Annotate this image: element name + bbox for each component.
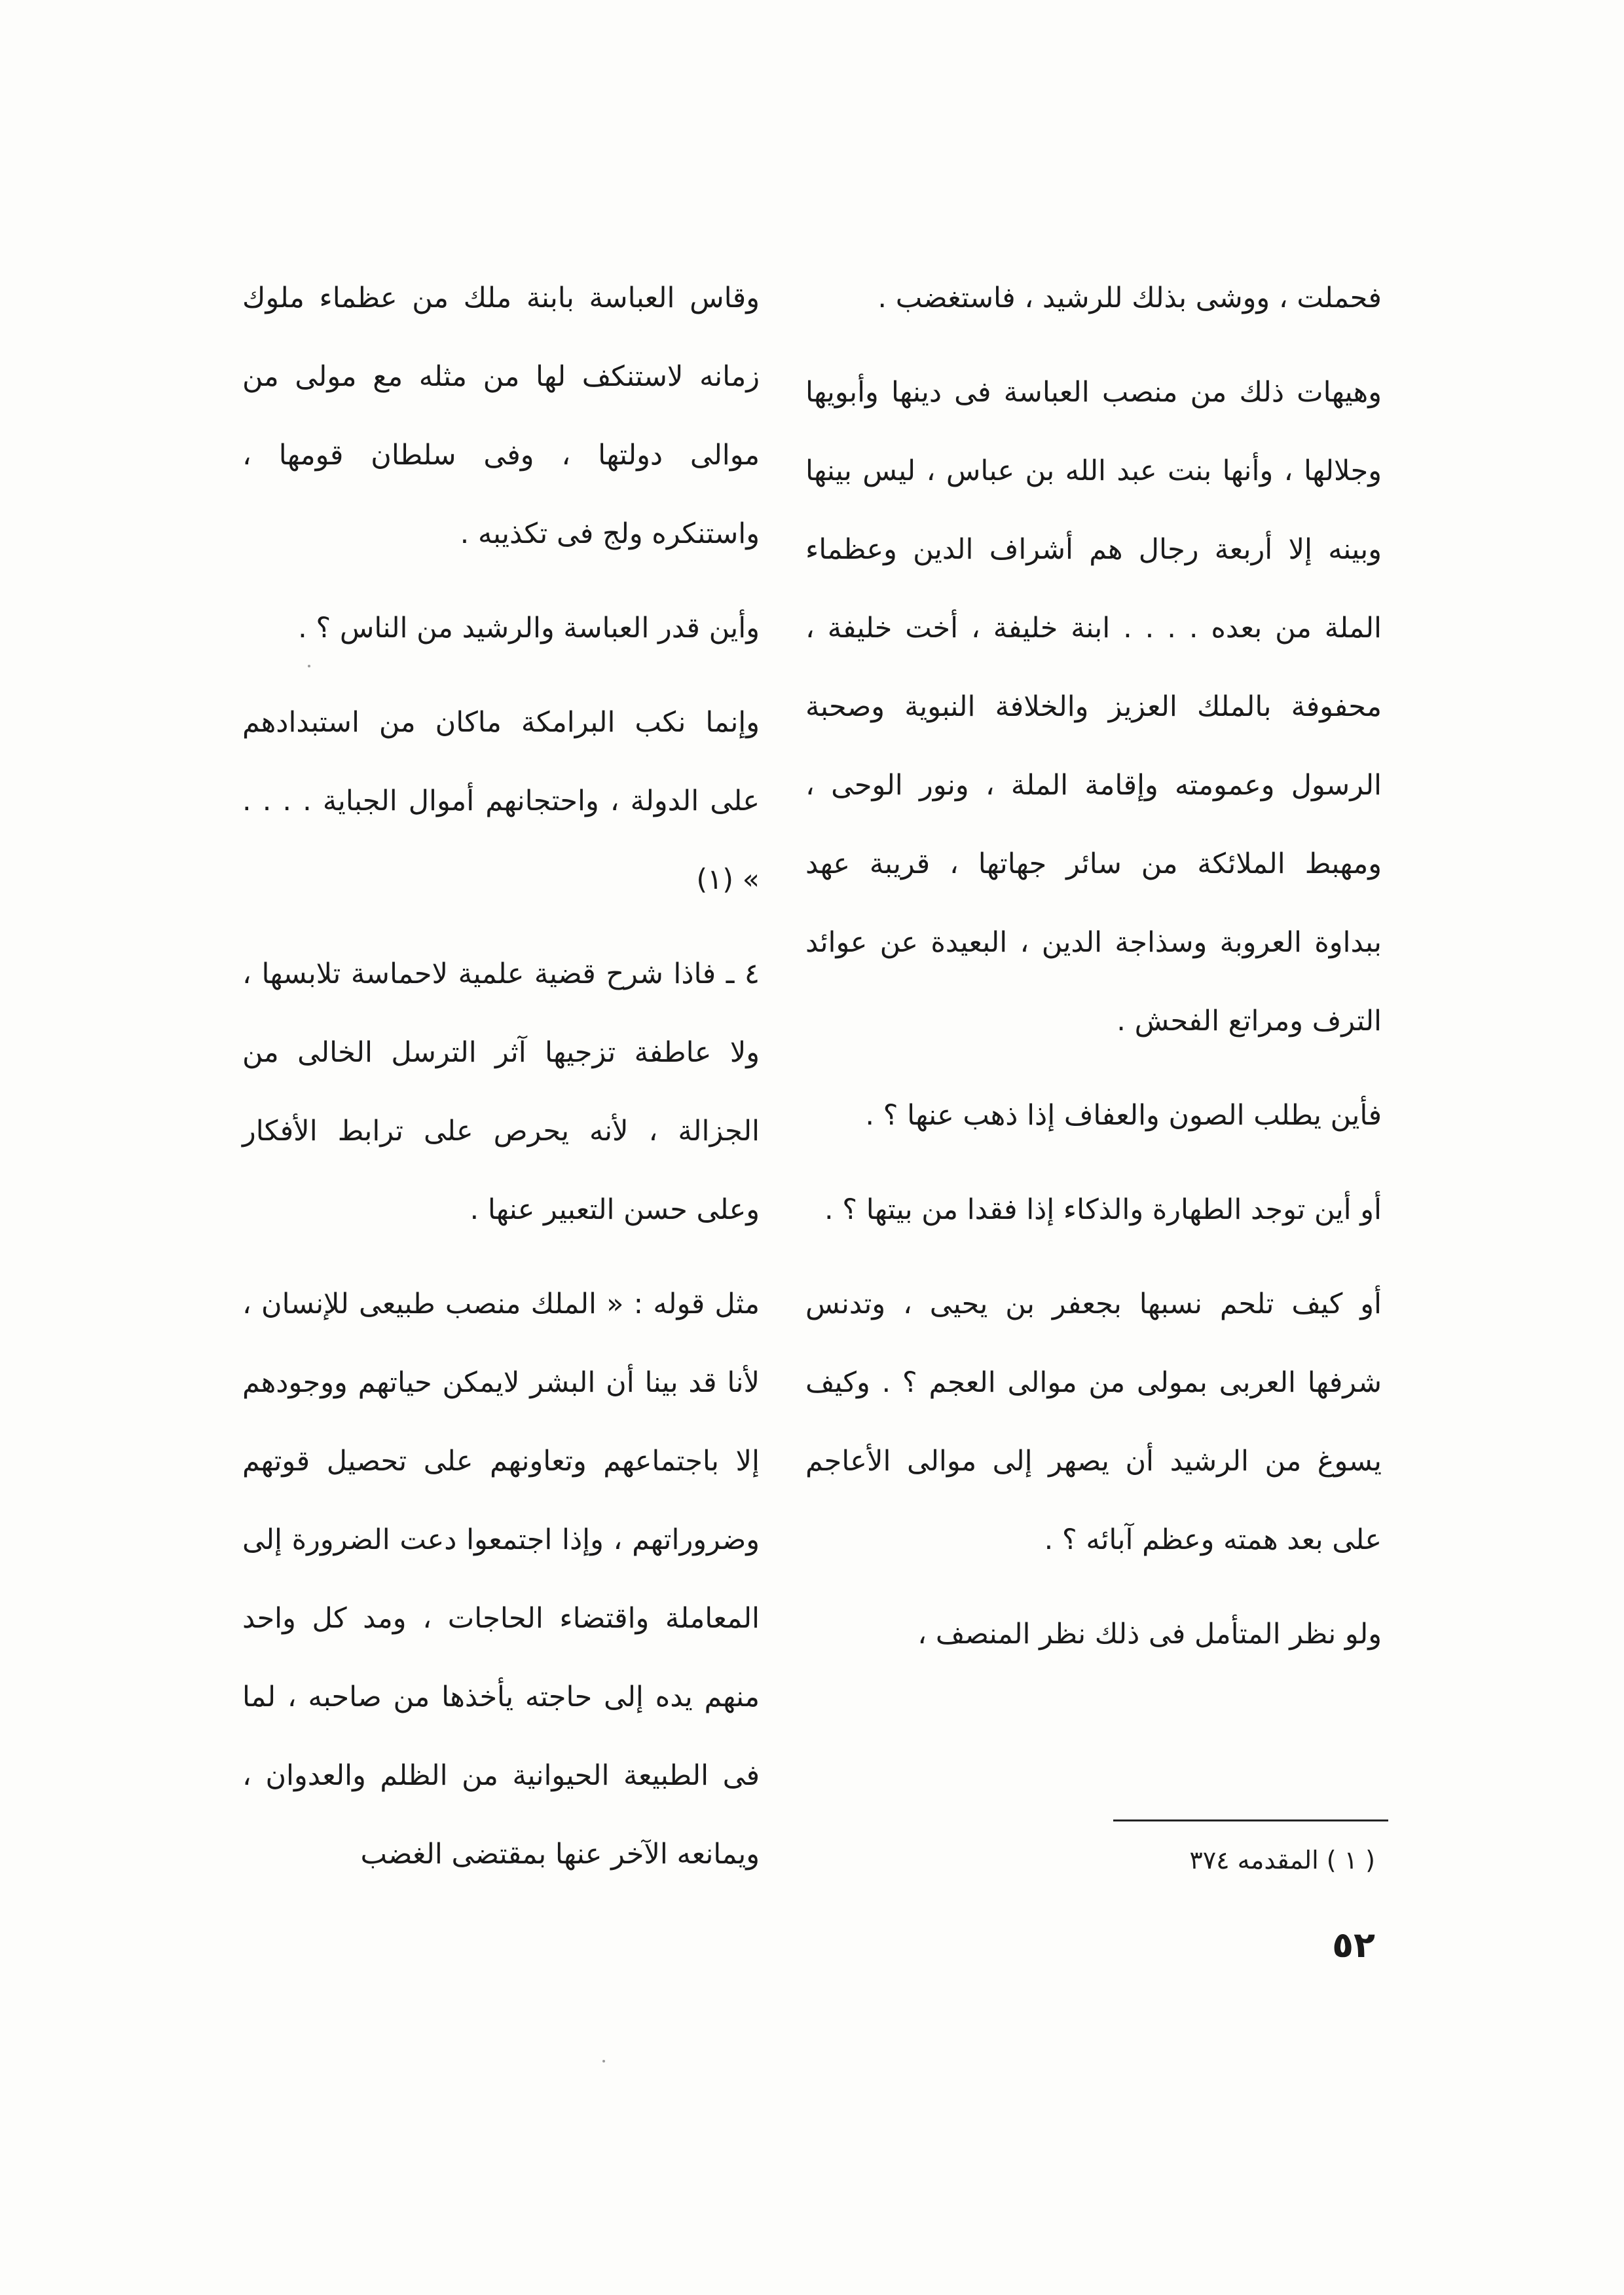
paragraph: أو كيف تلحم نسبها بجعفر بن يحيى ، وتدنس شرفها العربى بمولى من موالى العجم ؟ . وكيف يسوغ من الرشيد أن يصهر إلى موالى الأعاجم على بعد همته وعظم آبائه ؟ . (805, 1288, 1382, 1556)
footnote-divider (1113, 1819, 1388, 1821)
left-text-column (242, 259, 760, 1894)
paragraph: أو أين توجد الطهارة والذكاء إذا فقدا من بيتها ؟ . (824, 1193, 1382, 1226)
scan-speck (308, 665, 310, 667)
paragraph: فحملت ، ووشى بذلك للرشيد ، فاستغضب . (877, 282, 1382, 314)
paragraph: ولو نظر المتأمل فى ذلك نظر المنصف ، (917, 1618, 1382, 1651)
scan-speck (602, 2060, 605, 2062)
footnote: ( ١ ) المقدمه ٣٧٤ (1189, 1846, 1375, 1875)
paragraph: وقاس العباسة بابنة ملك من عظماء ملوك زمانه لاستنكف لها من مثله مع مولى من موالى دولتها ، وفى سلطان قومها ، واستنكره ولج فى تكذيبه . (242, 282, 760, 550)
paragraph: وإنما نكب البرامكة ماكان من استبدادهم على الدولة ، واحتجانهم أموال الجباية . . . . » (١) (242, 706, 760, 896)
paragraph: ٤ ـ فاذا شرح قضية علمية لاحماسة تلابسها ، ولا عاطفة تزجيها آثر الترسل الخالى من الجزالة ، لأنه يحرص على ترابط الأفكار وعلى حسن التعبير عنها . (242, 958, 760, 1226)
paragraph: وأين قدر العباسة والرشيد من الناس ؟ . (298, 612, 760, 644)
paragraph: فأين يطلب الصون والعفاف إذا ذهب عنها ؟ . (865, 1099, 1382, 1132)
paragraph: وهيهات ذلك من منصب العباسة فى دينها وأبويها وجلالها ، وأنها بنت عبد الله بن عباس ، ليس بينها وبينه إلا أربعة رجال هم أشراف الدين وعظماء الملة من بعده . . . . ابنة خليفة ، أخت خليفة ، محفوفة بالملك العزيز والخلافة النبوية وصحبة الرسول وعمومته وإقامة الملة ، ونور الوحى ، ومهبط الملائكة من سائر جهاتها ، قريبة عهد ببداوة العروبة وسذاجة الدين ، البعيدة عن عوائد الترف ومراتع الفحش . (805, 376, 1382, 1037)
right-text-column (805, 259, 1382, 1673)
page-number: ٥٢ (1332, 1924, 1375, 1966)
paragraph: مثل قوله : « الملك منصب طبيعى للإنسان ، لأنا قد بينا أن البشر لايمكن حياتهم ووجودهم إلا باجتماعهم وتعاونهم على تحصيل قوتهم وضروراتهم ، وإذا اجتمعوا دعت الضرورة إلى المعاملة واقتضاء الحاجات ، ومد كل واحد منهم يده إلى حاجته يأخذها من صاحبه ، لما فى الطبيعة الحيوانية من الظلم والعدوان ، ويمانعه الآخر عنها بمقتضى الغضب (242, 1288, 760, 1871)
